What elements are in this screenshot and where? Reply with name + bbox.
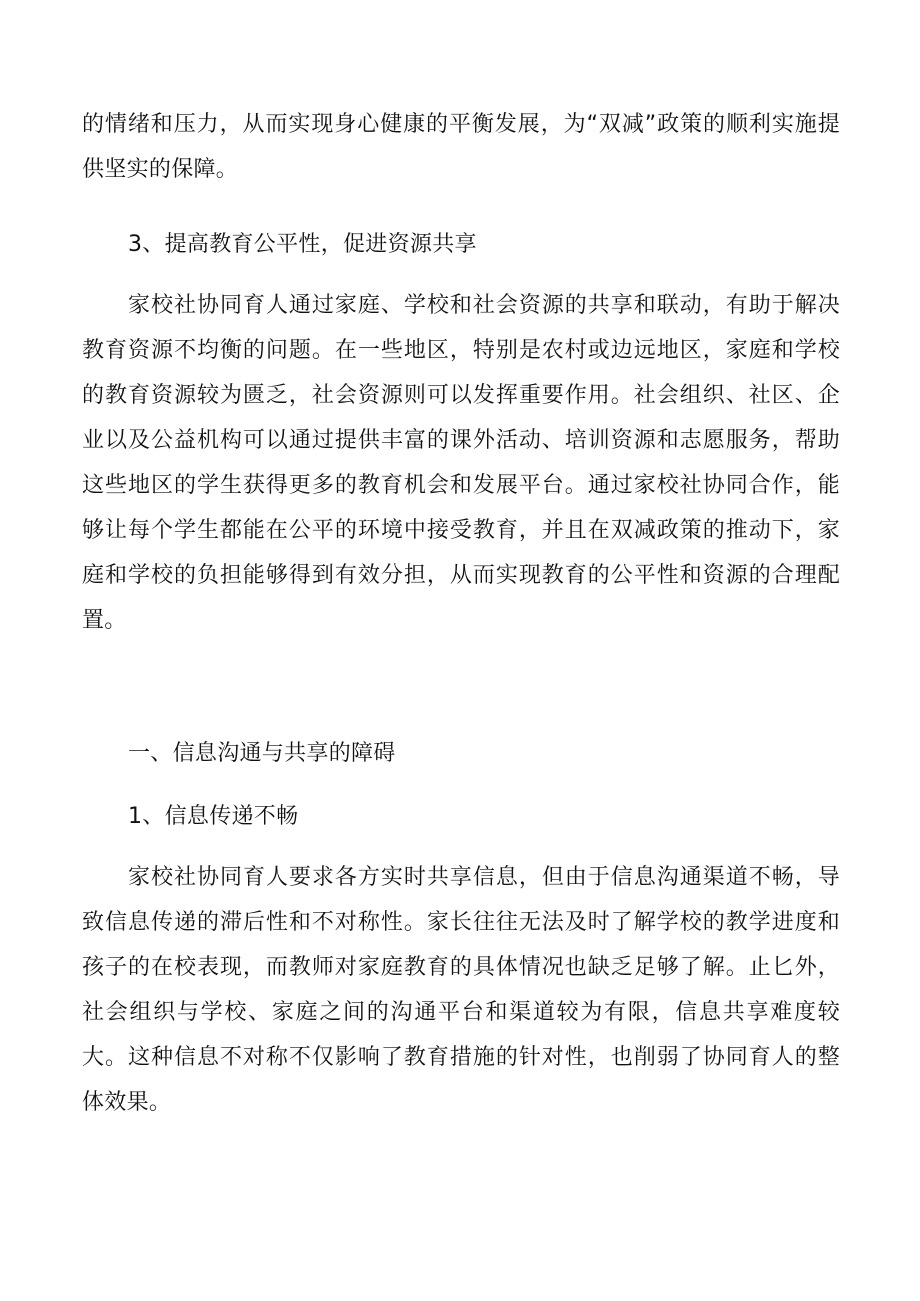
section-heading-3: 3、提高教育公平性，促进资源共享: [128, 232, 477, 257]
section-heading-1: 1、信息传递不畅: [128, 804, 299, 829]
chapter-heading-one: 一、信息沟通与共享的障碍: [128, 741, 396, 766]
paragraph-information-flow: 家校社协同育人要求各方实时共享信息，但由于信息沟通渠道不畅，导致信息传递的滞后性和不对称性。家长往往无法及时了解学校的教学进度和孩子的在校表现，而教师对家庭教育的具体情况也缺乏足够了解。止匕外，社会组织与学校、家庭之间的沟通平台和渠道较为有限，信息共享难度较大。这种信息不对称不仅影响了教育措施的针对性，也削弱了协同育人的整体效果。: [82, 865, 840, 1115]
paragraph-education-fairness: 家校社协同育人通过家庭、学校和社会资源的共享和联动，有助于解决教育资源不均衡的问题。在一些地区，特别是农村或边远地区，家庭和学校的教育资源较为匮乏，社会资源则可以发挥重要作用。社会组织、社区、企业以及公益机构可以通过提供丰富的课外活动、培训资源和志愿服务，帮助这些地区的学生获得更多的教育机会和发展平台。通过家校社协同合作，能够让每个学生都能在公平的环境中接受教育，并且在双减政策的推动下，家庭和学校的负担能够得到有效分担，从而实现教育的公平性和资源的合理配置。: [82, 293, 840, 633]
paragraph-continuation: 的情绪和压力，从而实现身心健康的平衡发展，为“双减”政策的顺利实施提供坚实的保障。: [82, 112, 840, 182]
